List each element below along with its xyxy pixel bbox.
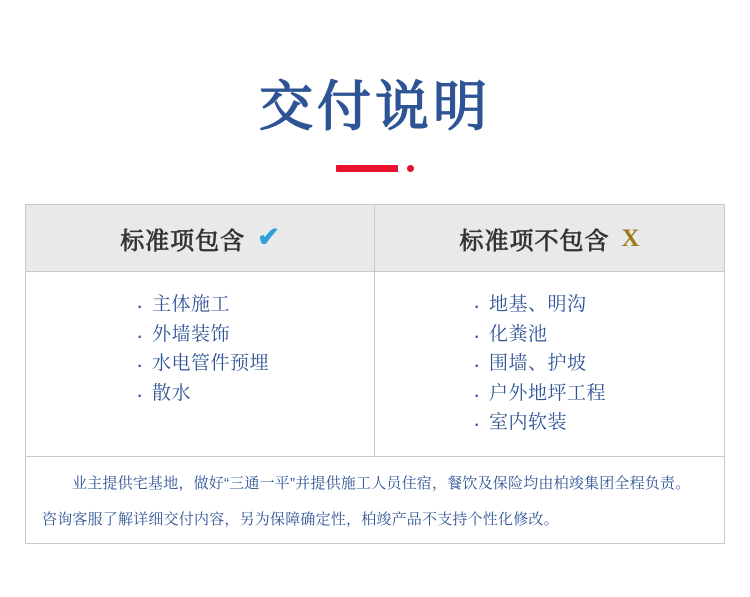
check-icon: ✔ [257,221,280,252]
note-owner-responsibility: 业主提供宅基地，做好“三通一平”并提供施工人员住宿，餐饮及保险均由柏竣集团全程负责。 [72,474,691,492]
page-title: 交付说明 [259,77,491,137]
list-item: · 化粪池 [473,320,724,349]
excluded-items-cell [375,272,724,455]
list-item: · 水电管件预埋 [136,349,374,378]
list-item: · 户外地坪工程 [473,379,724,408]
table-header-excluded-label: 标准项不包含 [459,227,610,255]
list-item: · 主体施工 [136,290,374,319]
x-icon: X [621,224,640,252]
included-items-cell [26,272,375,455]
table-header-included [26,205,375,271]
table-header-excluded [375,205,724,271]
list-item: · 室内软装 [473,408,724,437]
divider-dash-icon [336,165,398,172]
table-body-row [26,272,724,456]
title-block [0,0,750,137]
list-item: · 地基、明沟 [473,290,724,319]
included-items-list [26,290,374,408]
table-header-included-label: 标准项包含 [120,227,246,255]
excluded-items-list [375,290,724,437]
divider-dot-icon [407,165,414,172]
title-divider [0,165,750,172]
list-item: · 围墙、护坡 [473,349,724,378]
delivery-scope-table [25,204,725,544]
table-header-row [26,205,724,272]
note-customer-service: 咨询客服了解详细交付内容，另为保障确定性，柏竣产品不支持个性化修改。 [42,510,559,528]
notes-section [26,457,724,544]
list-item: · 散水 [136,379,374,408]
list-item: · 外墙装饰 [136,320,374,349]
